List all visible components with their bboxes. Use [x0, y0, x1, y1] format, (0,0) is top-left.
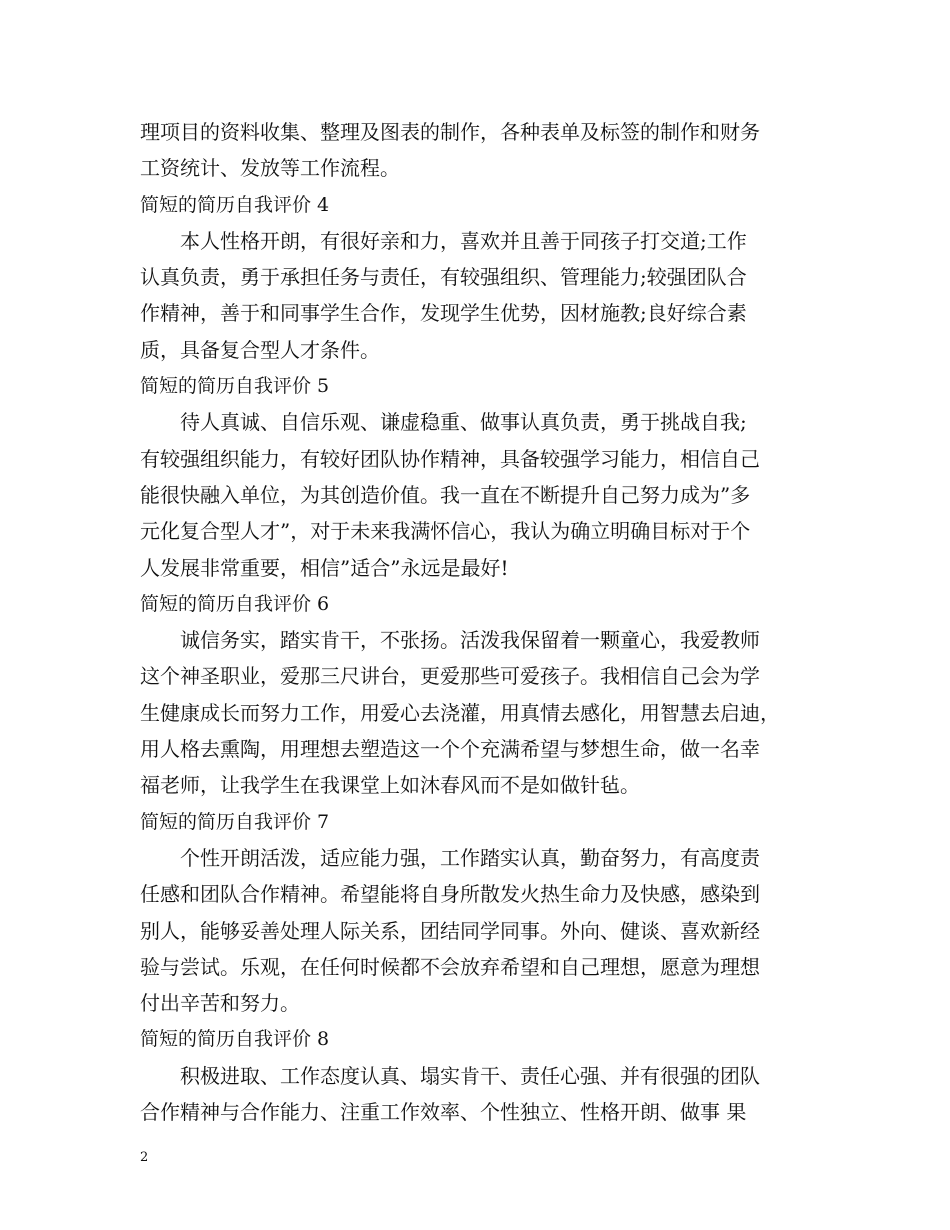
paragraph-line: 生健康成长而努力工作，用爱心去浇灌，用真情去感化，用智慧去启迪，: [140, 700, 780, 725]
section-heading: 简短的简历自我评价 4: [140, 193, 330, 216]
paragraph-line: 元化复合型人才”，对于未来我满怀信心，我认为确立明确目标对于个: [140, 519, 751, 544]
section-heading: 简短的简历自我评价 5: [140, 375, 330, 398]
paragraph-line: 诚信务实，踏实肯干，不张扬。活泼我保留着一颗童心，我爱教师: [180, 628, 760, 653]
paragraph-line: 待人真诚、自信乐观、谦虚稳重、做事认真负责，勇于挑战自我;: [180, 410, 747, 435]
section-heading: 简短的简历自我评价 6: [140, 592, 330, 615]
paragraph-line: 这个神圣职业，爱那三尺讲台，更爱那些可爱孩子。我相信自己会为学: [140, 664, 760, 689]
paragraph-line: 个性开朗活泼，适应能力强，工作踏实认真，勤奋努力，有高度责: [180, 845, 760, 870]
paragraph-line: 质，具备复合型人才条件。: [140, 337, 380, 362]
section-heading: 简短的简历自我评价 8: [140, 1028, 330, 1051]
paragraph-line: 合作精神与合作能力、注重工作效率、个性独立、性格开朗、做事 果: [140, 1100, 747, 1125]
paragraph-line: 能很快融入单位，为其创造价值。我一直在不断提升自己努力成为”多: [140, 482, 751, 507]
section-heading: 简短的简历自我评价 7: [140, 810, 330, 833]
paragraph-line: 本人性格开朗，有很好亲和力，喜欢并且善于同孩子打交道;工作: [180, 228, 747, 253]
paragraph-line: 工资统计、发放等工作流程。: [140, 156, 400, 181]
paragraph-line: 积极进取、工作态度认真、塌实肯干、责任心强、并有很强的团队: [180, 1063, 760, 1088]
document-body: [140, 114, 820, 1130]
paragraph-line: 任感和团队合作精神。希望能将自身所散发火热生命力及快感，感染到: [140, 882, 760, 907]
page-number: 2: [140, 1150, 149, 1165]
paragraph-line: 验与尝试。乐观，在任何时候都不会放弃希望和自己理想，愿意为理想: [140, 954, 760, 979]
paragraph-line: 用人格去熏陶，用理想去塑造这一个个充满希望与梦想生命，做一名幸: [140, 737, 760, 762]
paragraph-line: 作精神，善于和同事学生合作，发现学生优势，因材施教;良好综合素: [140, 301, 747, 326]
paragraph-line: 认真负责，勇于承担任务与责任，有较强组织、管理能力;较强团队合: [140, 265, 747, 290]
paragraph-line: 付出辛苦和努力。: [140, 991, 300, 1016]
paragraph-line: 人发展非常重要，相信”适合”永远是最好!: [140, 555, 509, 580]
paragraph-line: 理项目的资料收集、整理及图表的制作，各种表单及标签的制作和财务: [140, 120, 760, 144]
paragraph-line: 福老师，让我学生在我课堂上如沐春风而不是如做针毡。: [140, 773, 640, 798]
paragraph-line: 有较强组织能力，有较好团队协作精神，具备较强学习能力，相信自己: [140, 446, 760, 471]
paragraph-line: 别人，能够妥善处理人际关系，团结同学同事。外向、健谈、喜欢新经: [140, 918, 760, 943]
